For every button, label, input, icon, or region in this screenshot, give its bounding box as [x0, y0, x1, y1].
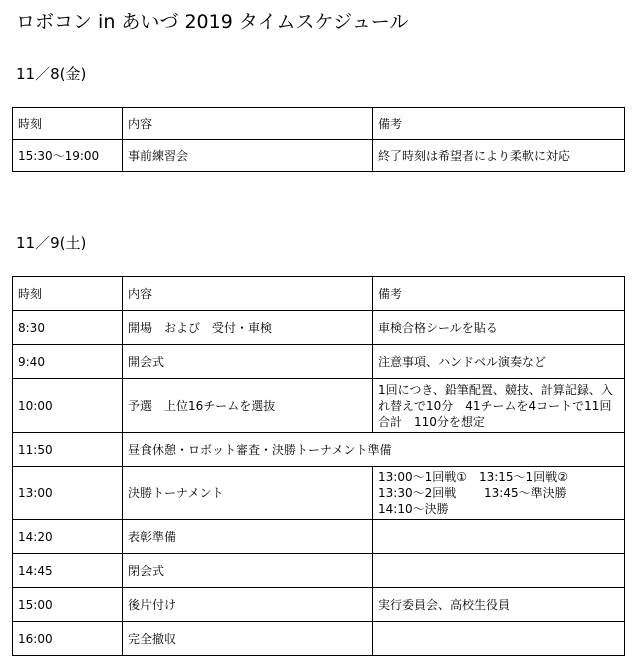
cell-content: 開場 および 受付・車検	[123, 311, 373, 345]
schedule-table-nov9	[12, 276, 625, 656]
schedule-table-nov8	[12, 107, 625, 172]
cell-time: 10:00	[13, 379, 123, 433]
table-row	[13, 520, 625, 554]
cell-time: 9:40	[13, 345, 123, 379]
table-row	[13, 379, 625, 433]
cell-content: 開会式	[123, 345, 373, 379]
cell-notes: 終了時刻は希望者により柔軟に対応	[373, 140, 625, 172]
cell-content: 後片付け	[123, 588, 373, 622]
cell-time: 13:00	[13, 467, 123, 520]
day-heading-nov8: 11／8(金)	[16, 65, 87, 83]
column-header-content: 内容	[123, 108, 373, 140]
cell-time: 15:30～19:00	[13, 140, 123, 172]
cell-notes: 注意事項、ハンドベル演奏など	[373, 345, 625, 379]
column-header-notes: 備考	[373, 108, 625, 140]
table-header-row	[13, 108, 625, 140]
cell-time: 15:00	[13, 588, 123, 622]
day-heading-nov9: 11／9(土)	[16, 234, 87, 252]
cell-content: 事前練習会	[123, 140, 373, 172]
column-header-time: 時刻	[13, 108, 123, 140]
cell-content: 完全撤収	[123, 622, 373, 656]
table-row	[13, 622, 625, 656]
table-row	[13, 345, 625, 379]
cell-time: 14:20	[13, 520, 123, 554]
cell-content: 予選 上位16チームを選抜	[123, 379, 373, 433]
cell-time: 14:45	[13, 554, 123, 588]
table-row	[13, 554, 625, 588]
page-title: ロボコン in あいづ 2019 タイムスケジュール	[16, 11, 409, 33]
notes-line: 13:30～2回戦 13:45～準決勝	[378, 486, 567, 500]
cell-notes	[373, 520, 625, 554]
notes-line: 14:10～決勝	[378, 502, 449, 516]
table-row	[13, 433, 625, 467]
column-header-content: 内容	[123, 277, 373, 311]
cell-notes	[373, 554, 625, 588]
cell-content: 決勝トーナメント	[123, 467, 373, 520]
cell-notes: 実行委員会、高校生役員	[373, 588, 625, 622]
table-row	[13, 311, 625, 345]
column-header-time: 時刻	[13, 277, 123, 311]
table-row	[13, 140, 625, 172]
cell-time: 8:30	[13, 311, 123, 345]
table-header-row	[13, 277, 625, 311]
notes-line: 13:00～1回戦① 13:15～1回戦②	[378, 470, 568, 484]
cell-notes: 車検合格シールを貼る	[373, 311, 625, 345]
cell-content-merged: 昼食休憩・ロボット審査・決勝トーナメント準備	[123, 433, 625, 467]
table-row	[13, 467, 625, 520]
cell-notes	[373, 622, 625, 656]
cell-time: 11:50	[13, 433, 123, 467]
cell-content: 閉会式	[123, 554, 373, 588]
cell-notes: 1回につき、鉛筆配置、競技、計算記録、入れ替えで10分 41チームを4コートで11回合計 110分を想定	[373, 379, 625, 433]
column-header-notes: 備考	[373, 277, 625, 311]
table-row	[13, 588, 625, 622]
cell-notes	[373, 467, 625, 520]
cell-time: 16:00	[13, 622, 123, 656]
cell-content: 表彰準備	[123, 520, 373, 554]
